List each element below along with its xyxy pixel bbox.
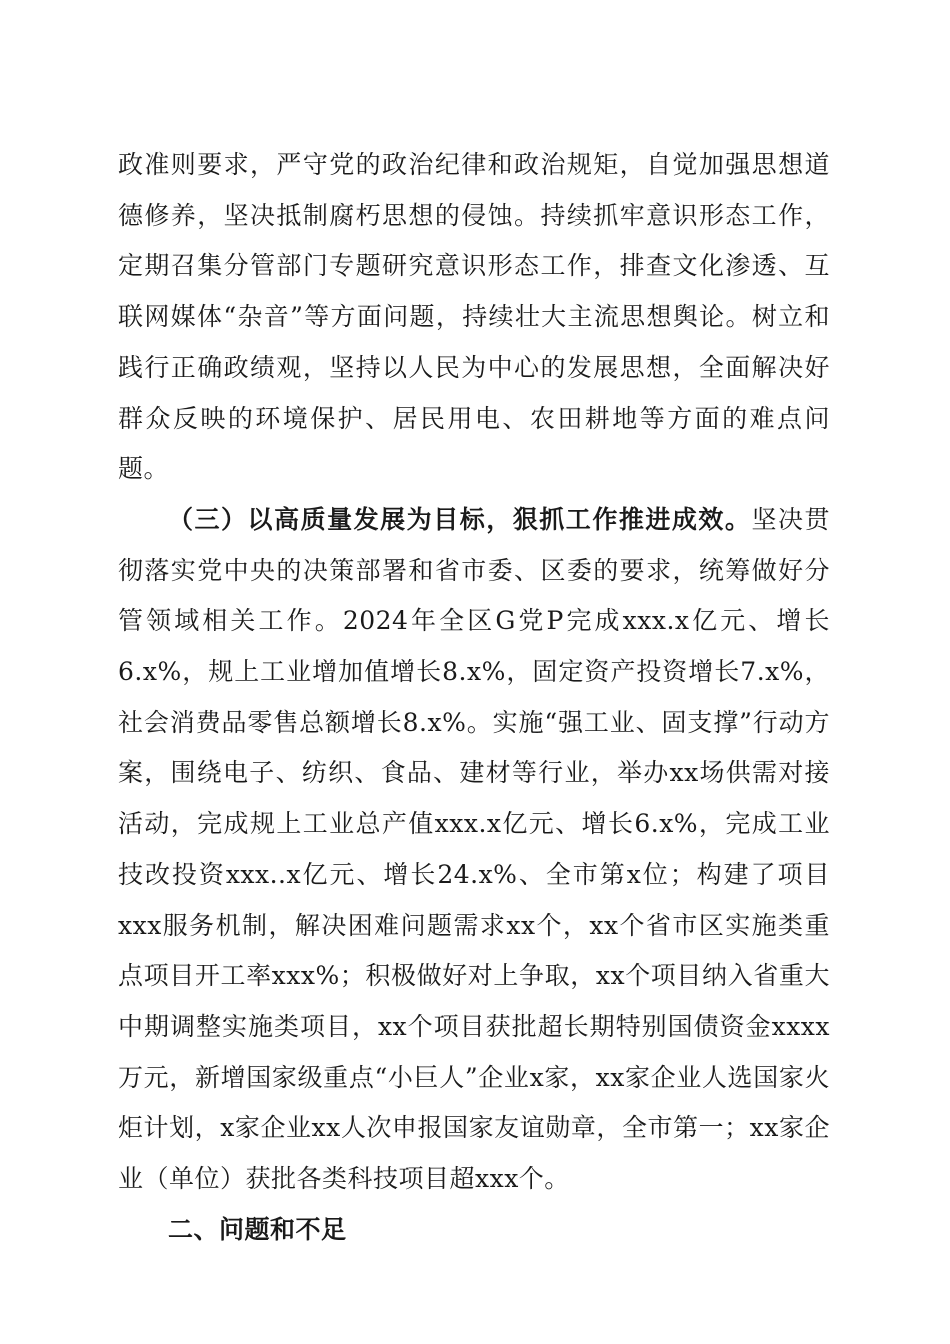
paragraph-continuation: 政准则要求，严守党的政治纪律和政治规矩，自觉加强思想道德修养，坚决抵制腐朽思想的侵蚀。持续抓牢意识形态工作，定期召集分管部门专题研究意识形态工作，排查文化渗透、互联网媒体“杂音”等方面问题，持续壮大主流思想舆论。树立和践行正确政绩观，坚持以人民为中心的发展思想，全面解决好群众反映的环境保护、居民用电、农田耕地等方面的难点问题。	[118, 150, 830, 484]
section-heading: 二、问题和不足	[168, 1214, 347, 1244]
paragraph-section-three	[118, 495, 830, 1205]
paragraph-section-three-body: 坚决贯彻落实党中央的决策部署和省市委、区委的要求，统筹做好分管领域相关工作。2024年全区G党P完成xxx.x亿元、增长6.x%，规上工业增加值增长8.x%，固定资产投资增长7.x%，社会消费品零售总额增长8.x%。实施“强工业、固支撑”行动方案，围绕电子、纺织、食品、建材等行业，举办xx场供需对接活动，完成规上工业总产值xxx.x亿元、增长6.x%，完成工业技改投资xxx..x亿元、增长24.x%、全市第x位；构建了项目xxx服务机制，解决困难问题需求xx个，xx个省市区实施类重点项目开工率xxx%；积极做好对上争取，xx个项目纳入省重大中期调整实施类项目，xx个项目获批超长期特别国债资金xxxx万元，新增国家级重点“小巨人”企业x家，xx家企业人选国家火炬计划，x家企业xx人次申报国家友谊勋章，全市第一；xx家企业（单位）获批各类科技项目超xxx个。	[118, 504, 830, 1194]
document-body	[118, 140, 830, 1255]
paragraph-lead-heading: （三）以高质量发展为目标，狠抓工作推进成效。	[168, 504, 752, 534]
